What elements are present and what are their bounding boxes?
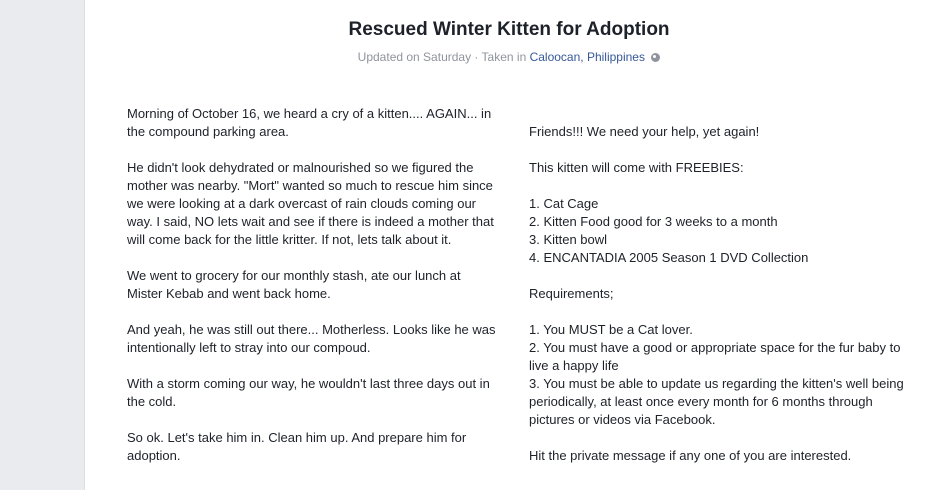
list-item: 2. You must have a good or appropriate space for the fur baby to live a happy life: [529, 340, 901, 373]
closing-text: Hit the private message if any one of you are interested.: [529, 448, 852, 463]
meta-separator: ·: [471, 50, 482, 64]
list-item: 2. Kitten Food good for 3 weeks to a month: [529, 214, 778, 229]
requirements-heading: Requirements;: [529, 286, 614, 301]
freebies-heading: This kitten will come with FREEBIES:: [529, 160, 744, 175]
location-link[interactable]: Caloocan, Philippines: [529, 50, 645, 64]
paragraph: So ok. Let's take him in. Clean him up. And prepare him for adoption.: [127, 430, 467, 463]
list-item: 3. You must be able to update us regarding the kitten's well being periodically, at least once every month for 6 months through pictures or videos via Facebook.: [529, 376, 904, 427]
requirements-list: [529, 321, 909, 429]
paragraph: With a storm coming our way, he wouldn't last three days out in the cold.: [127, 376, 490, 409]
left-text-column: [127, 105, 497, 483]
paragraph: He didn't look dehydrated or malnourished so we figured the mother was nearby. "Mort" wanted so much to rescue him since we were looking at a dark overcast of rain clouds coming our way. I said, NO lets wait and see if there is indeed a mother that will come back for the little kritter. If not, lets talk about it.: [127, 160, 494, 247]
intro-text: Friends!!! We need your help, yet again!: [529, 124, 760, 139]
right-text-column: [529, 123, 909, 483]
post-title: Rescued Winter Kitten for Adoption: [348, 19, 670, 40]
globe-icon[interactable]: [651, 53, 660, 62]
updated-time[interactable]: Updated on Saturday: [357, 50, 472, 64]
list-item: 1. Cat Cage: [529, 196, 599, 211]
list-item: 1. You MUST be a Cat lover.: [529, 322, 693, 337]
paragraph: And yeah, he was still out there... Motherless. Looks like he was intentionally left to stray into our compoud.: [127, 322, 496, 355]
left-gutter: [0, 0, 84, 490]
post-card: [84, 0, 932, 490]
freebies-list: [529, 195, 909, 267]
post-meta: [85, 50, 932, 64]
paragraph: We went to grocery for our monthly stash, ate our lunch at Mister Kebab and went back home.: [127, 268, 461, 301]
taken-in-label: Taken in: [481, 50, 530, 64]
list-item: 3. Kitten bowl: [529, 232, 608, 247]
list-item: 4. ENCANTADIA 2005 Season 1 DVD Collection: [529, 250, 809, 265]
paragraph: Morning of October 16, we heard a cry of a kitten.... AGAIN... in the compound parking area.: [127, 106, 492, 139]
